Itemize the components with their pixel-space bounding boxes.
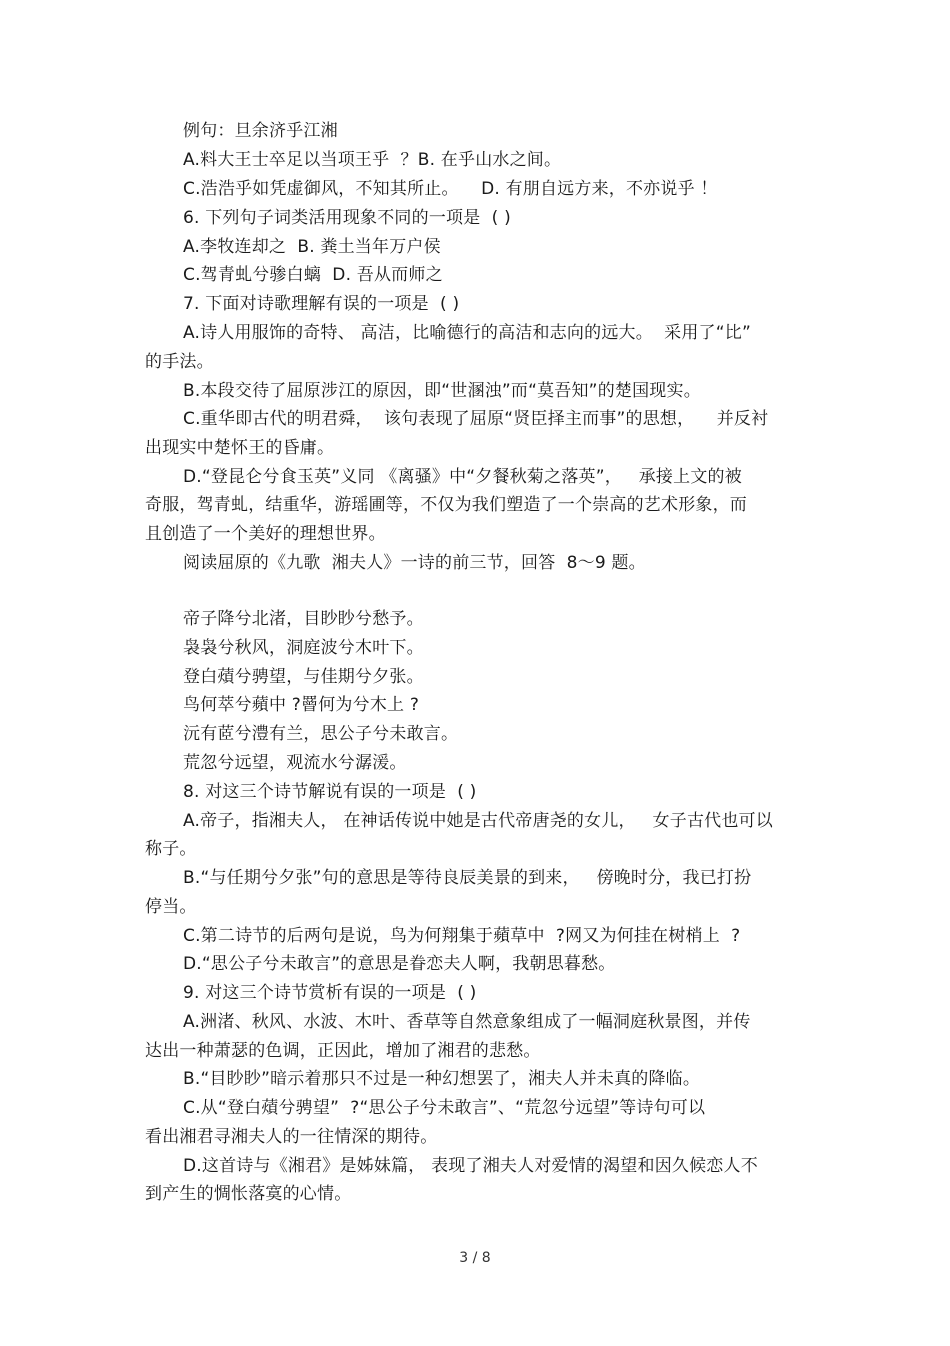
- text-line: 奇服，驾青虬，结重华，游瑶圃等，不仅为我们塑造了一个崇高的艺术形象，而: [145, 495, 747, 515]
- page-number: 3 / 8: [459, 1250, 491, 1266]
- poem-line: 荒忽兮远望，观流水兮潺湲。: [183, 753, 407, 773]
- text-line: 9. 对这三个诗节赏析有误的一项是 ( ): [183, 983, 477, 1003]
- text-line: 阅读屈原的《九歌 湘夫人》一诗的前三节，回答 8～9 题。: [183, 553, 646, 573]
- poem-line: 登白薠兮骋望，与佳期兮夕张。: [183, 667, 424, 687]
- text-line: A.诗人用服饰的奇特、 高洁，比喻德行的高洁和志向的远大。 采用了“比”: [183, 323, 751, 343]
- text-line: 达出一种萧瑟的色调，正因此，增加了湘君的悲愁。: [145, 1041, 541, 1061]
- text-line: D.这首诗与《湘君》是姊妹篇， 表现了湘夫人对爱情的渴望和因久候恋人不: [183, 1156, 758, 1176]
- text-line: C.浩浩乎如凭虚御风，不知其所止。 D. 有朋自远方来，不亦说乎 ！: [183, 179, 718, 199]
- text-line: 到产生的惆怅落寞的心情。: [145, 1184, 352, 1204]
- text-line: B.“目眇眇”暗示着那只不过是一种幻想罢了，湘夫人并未真的降临。: [183, 1069, 701, 1089]
- text-line: C.驾青虬兮骖白螭 D. 吾从而师之: [183, 265, 443, 285]
- text-line: C.重华即古代的明君舜， 该句表现了屈原“贤臣择主而事”的思想， 并反衬: [183, 409, 769, 429]
- text-line: 例句：旦余济乎江湘: [183, 121, 338, 141]
- poem-line: 袅袅兮秋风，洞庭波兮木叶下。: [183, 638, 424, 658]
- poem-line: 沅有茝兮澧有兰，思公子兮未敢言。: [183, 724, 459, 744]
- text-line: 的手法。: [145, 352, 214, 372]
- poem-line: 鸟何萃兮蘋中 ?罾何为兮木上 ?: [183, 695, 420, 715]
- text-line: 且创造了一个美好的理想世界。: [145, 524, 386, 544]
- text-line: B.本段交待了屈原涉江的原因，即“世溷浊”而“莫吾知”的楚国现实。: [183, 381, 701, 401]
- text-line: D.“思公子兮未敢言”的意思是眷恋夫人啊，我朝思暮愁。: [183, 954, 616, 974]
- poem-line: 帝子降兮北渚，目眇眇兮愁予。: [183, 609, 424, 629]
- text-line: 看出湘君寻湘夫人的一往情深的期待。: [145, 1127, 438, 1147]
- text-line: 出现实中楚怀王的昏庸。: [145, 438, 335, 458]
- text-line: A.李牧连却之 B. 粪土当年万户侯: [183, 237, 441, 257]
- text-line: A.帝子，指湘夫人， 在神话传说中她是古代帝唐尧的女儿， 女子古代也可以: [183, 811, 773, 831]
- text-line: A.洲渚、秋风、水波、木叶、香草等自然意象组成了一幅洞庭秋景图，并传: [183, 1012, 751, 1032]
- text-line: 8. 对这三个诗节解说有误的一项是 ( ): [183, 782, 477, 802]
- text-line: B.“与任期兮夕张”句的意思是等待良辰美景的到来， 傍晚时分，我已打扮: [183, 868, 752, 888]
- text-line: A.料大王士卒足以当项王乎 ？B. 在乎山水之间。: [183, 150, 562, 170]
- text-line: 称子。: [145, 839, 197, 859]
- text-line: 停当。: [145, 897, 197, 917]
- text-line: 7. 下面对诗歌理解有误的一项是 ( ): [183, 294, 460, 314]
- text-line: C.第二诗节的后两句是说，鸟为何翔集于蘋草中 ?网又为何挂在树梢上 ?: [183, 926, 741, 946]
- text-line: D.“登昆仑兮食玉英”义同 《离骚》中“夕餐秋菊之落英”， 承接上文的被: [183, 467, 742, 487]
- text-line: C.从“登白薠兮骋望” ?“思公子兮未敢言”、“荒忽兮远望”等诗句可以: [183, 1098, 706, 1118]
- text-line: 6. 下列句子词类活用现象不同的一项是 ( ): [183, 208, 511, 228]
